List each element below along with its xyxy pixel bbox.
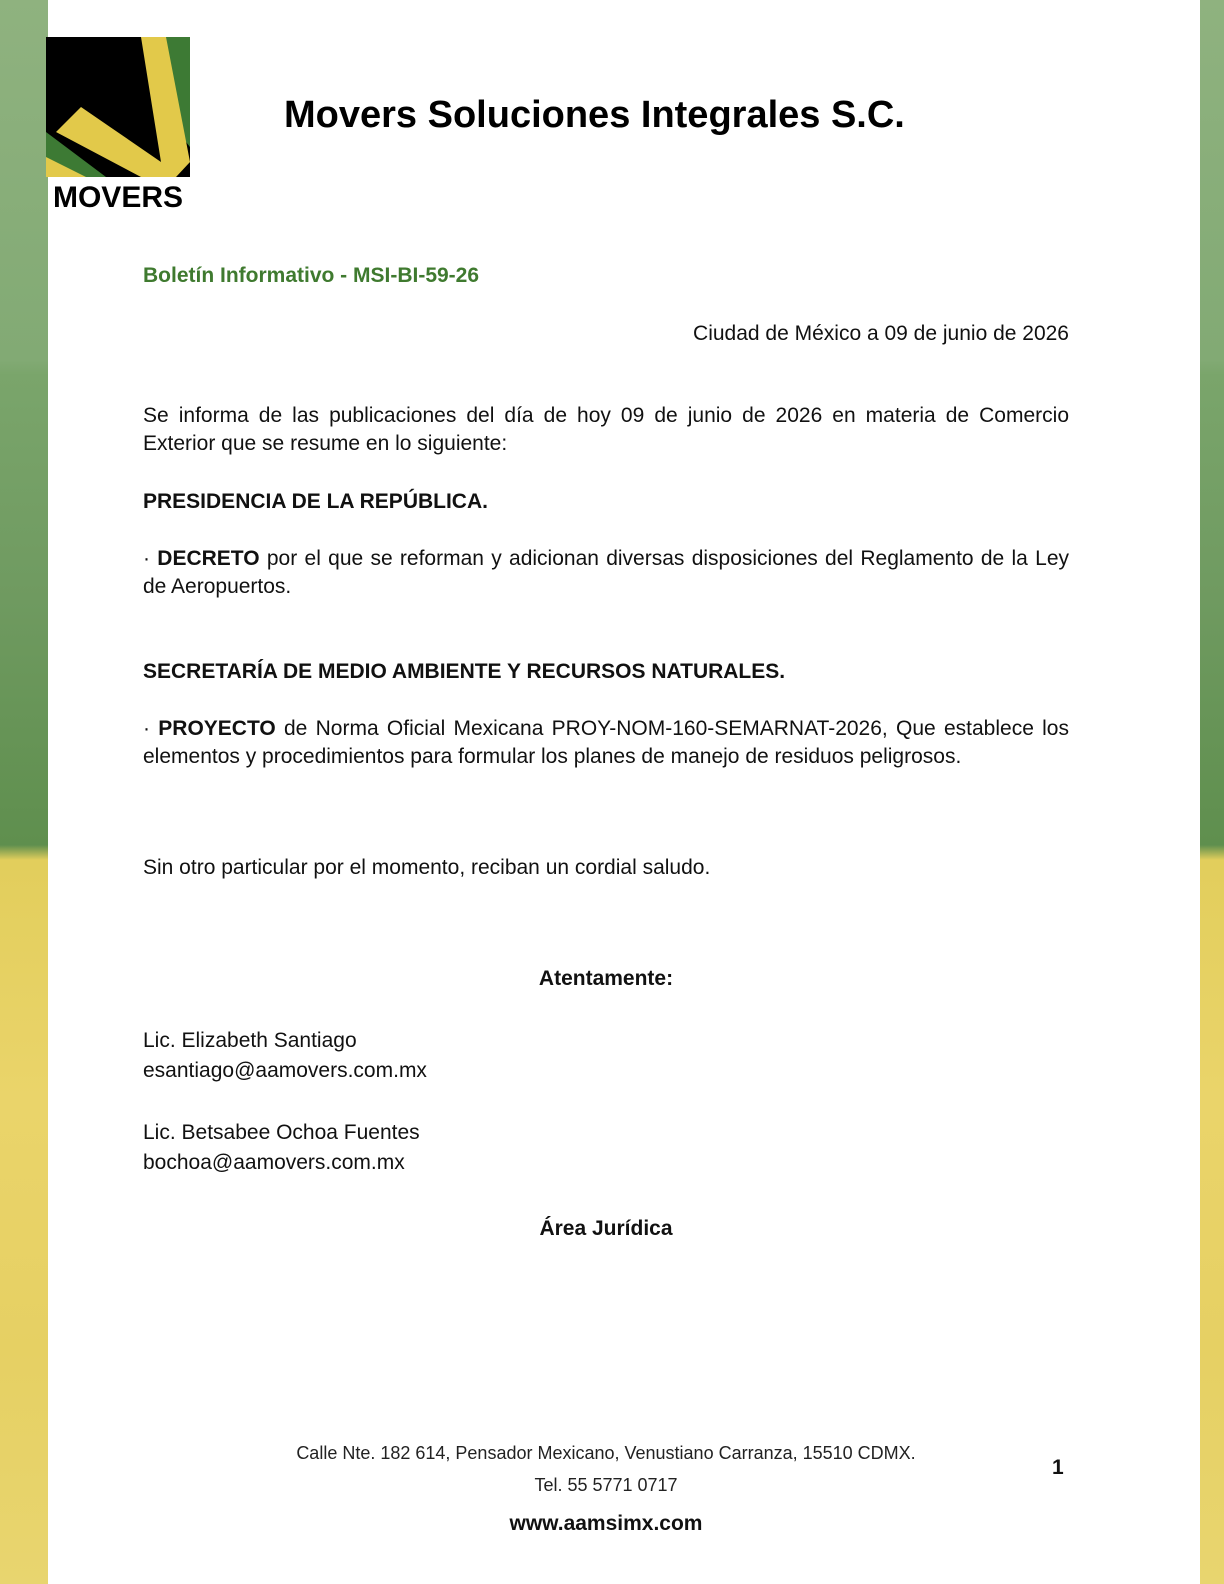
intro-paragraph: Se informa de las publicaciones del día de hoy 09 de junio de 2026 en materia de Comercio Exterior que se resume en lo siguiente: [143, 404, 1069, 455]
bulletin-id: Boletín Informativo - MSI-BI-59-26 [143, 264, 480, 287]
left-decorative-band [0, 0, 48, 1584]
date-line: Ciudad de México a 09 de junio de 2026 [693, 322, 1069, 345]
section-item-proyecto [143, 715, 1069, 771]
item-keyword: PROYECTO [158, 717, 276, 740]
item-text: de Norma Oficial Mexicana PROY-NOM-160-SEMARNAT-2026, Que establece los elementos y procedimientos para formular los planes de manejo de residuos peligrosos. [143, 717, 1069, 768]
bullet: · [143, 717, 150, 740]
footer-address: Calle Nte. 182 614, Pensador Mexicano, Venustiano Carranza, 15510 CDMX. [296, 1443, 916, 1463]
section-heading-presidencia: PRESIDENCIA DE LA REPÚBLICA. [143, 490, 488, 513]
contact-block-1 [143, 1026, 427, 1086]
movers-logo [46, 37, 190, 211]
footer-website[interactable]: www.aamsimx.com [509, 1512, 703, 1535]
company-name: Movers Soluciones Integrales S.C. [284, 94, 905, 136]
footer-phone: Tel. 55 5771 0717 [534, 1475, 678, 1495]
signoff: Atentamente: [538, 967, 674, 990]
contact-block-2 [143, 1118, 420, 1178]
section-item-decreto [143, 545, 1069, 601]
logo-text: MOVERS [52, 181, 184, 211]
contact-email[interactable]: bochoa@aamovers.com.mx [143, 1151, 405, 1174]
department-label: Área Jurídica [539, 1217, 673, 1240]
contact-name: Lic. Betsabee Ochoa Fuentes [143, 1121, 420, 1144]
item-text: por el que se reforman y adicionan diversas disposiciones del Reglamento de la Ley de Aeropuertos. [143, 547, 1069, 598]
bullet: · [143, 547, 150, 570]
page-number: 1 [1052, 1456, 1064, 1479]
contact-name: Lic. Elizabeth Santiago [143, 1029, 357, 1052]
contact-email[interactable]: esantiago@aamovers.com.mx [143, 1059, 427, 1082]
farewell-text: Sin otro particular por el momento, reciban un cordial saludo. [143, 856, 711, 879]
right-decorative-band [1200, 0, 1224, 1584]
item-keyword: DECRETO [157, 547, 260, 570]
section-heading-semarnat: SECRETARÍA DE MEDIO AMBIENTE Y RECURSOS NATURALES. [143, 660, 786, 683]
